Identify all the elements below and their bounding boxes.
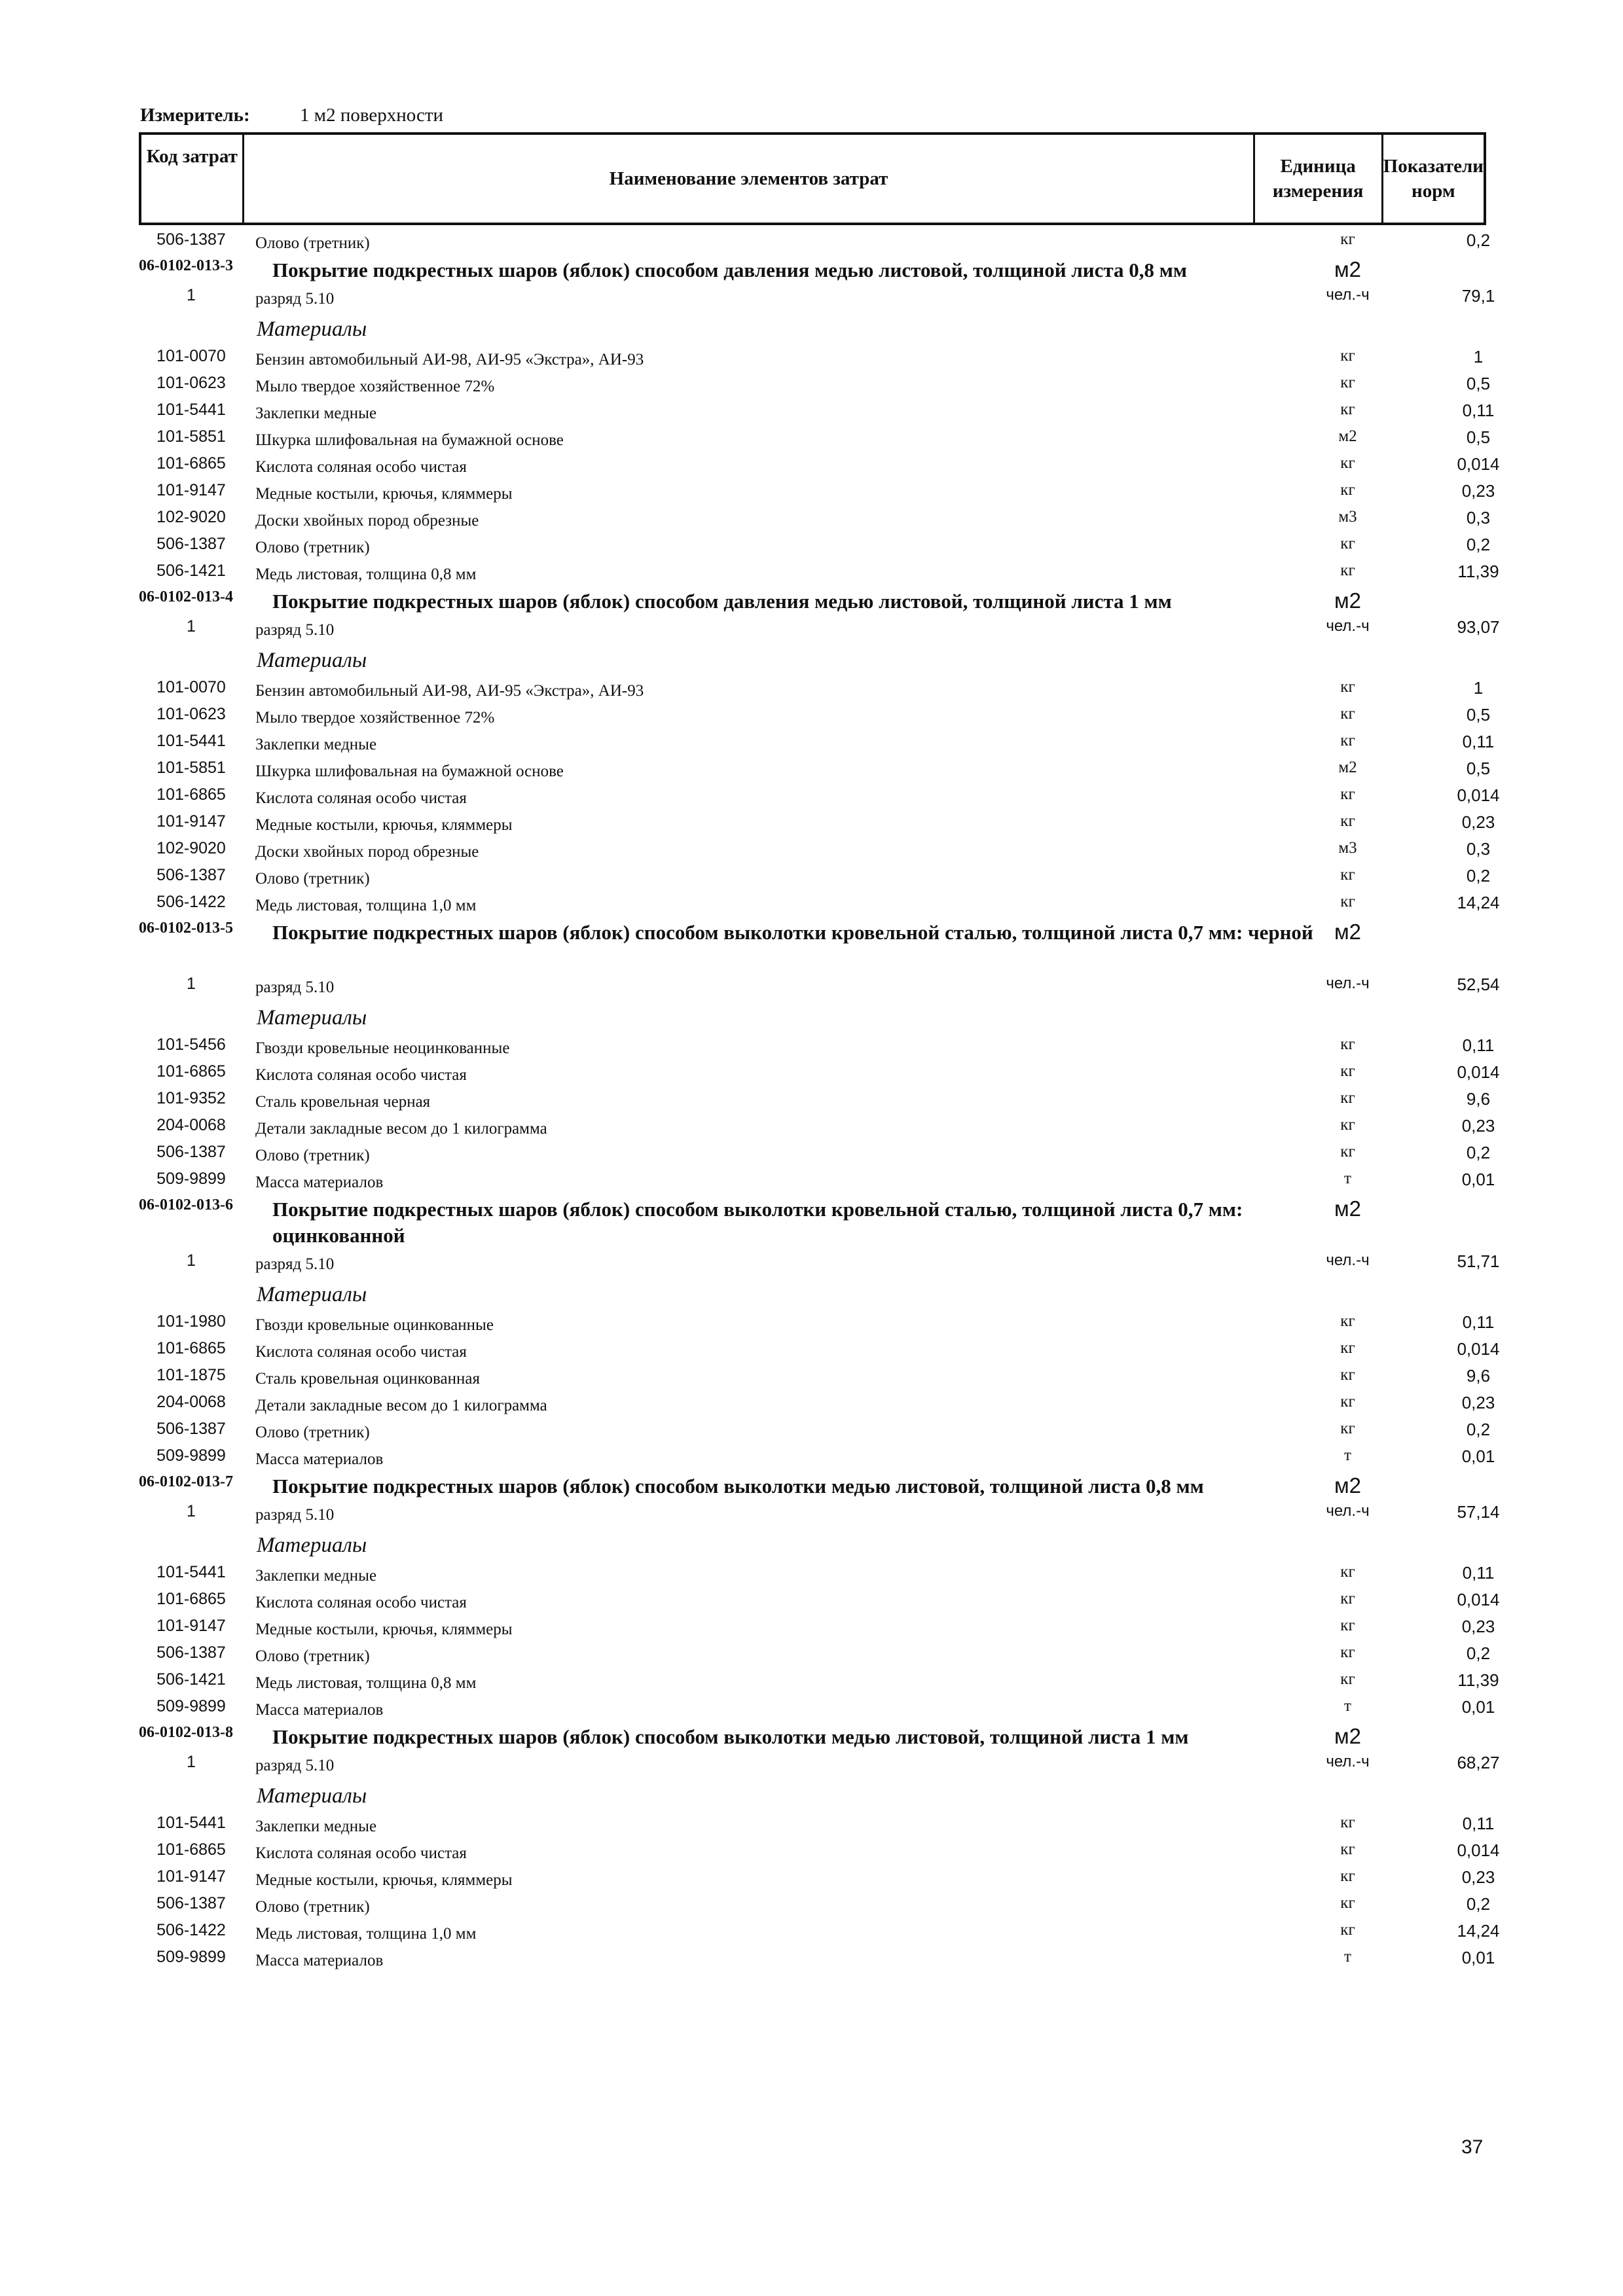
cost-name: Материалы xyxy=(257,649,367,672)
cost-name: разряд 5.10 xyxy=(255,621,335,639)
cost-name: Медные костыли, крючья, кляммеры xyxy=(255,1621,513,1638)
cost-unit: кг xyxy=(1340,481,1355,499)
cost-code: 101-9352 xyxy=(156,1089,226,1107)
header-name: Наименование элементов затрат xyxy=(244,135,1254,223)
cost-code: 102-9020 xyxy=(156,839,226,857)
header-value: Показатели норм xyxy=(1383,156,1484,202)
cost-unit: кг xyxy=(1340,1617,1355,1634)
cost-unit: кг xyxy=(1340,1393,1355,1410)
cost-code: 101-6865 xyxy=(156,1339,226,1357)
cost-name: Масса материалов xyxy=(255,1174,384,1191)
cost-unit: м2 xyxy=(1334,920,1362,944)
cost-code: 506-1387 xyxy=(156,1643,226,1662)
cost-code: 101-9147 xyxy=(156,481,226,499)
cost-name: Кислота соляная особо чистая xyxy=(255,1844,467,1862)
cost-value: 0,014 xyxy=(1457,1840,1500,1860)
cost-name: Медные костыли, крючья, кляммеры xyxy=(255,485,513,503)
cost-name: Покрытие подкрестных шаров (яблок) способом выколотки кровельной сталью, толщиной листа 0,7 мм: черной xyxy=(272,921,1313,944)
cost-code: 101-6865 xyxy=(156,1840,226,1859)
cost-code: 101-0070 xyxy=(156,347,226,365)
cost-name: Олово (третник) xyxy=(255,1424,370,1441)
cost-name: Бензин автомобильный АИ-98, АИ-95 «Экстра», АИ-93 xyxy=(255,351,644,368)
cost-value: 11,39 xyxy=(1457,1670,1499,1690)
cost-code: 06-0102-013-5 xyxy=(139,920,233,937)
cost-name: разряд 5.10 xyxy=(255,1757,335,1774)
cost-name: Медные костыли, крючья, кляммеры xyxy=(255,1871,513,1889)
cost-name: Олово (третник) xyxy=(255,870,370,888)
cost-value: 0,2 xyxy=(1466,1894,1491,1914)
cost-name: Сталь кровельная черная xyxy=(255,1093,431,1111)
cost-value: 0,01 xyxy=(1461,1446,1495,1466)
cost-name: Детали закладные весом до 1 килограмма xyxy=(255,1120,547,1138)
cost-code: 101-5441 xyxy=(156,401,226,419)
cost-code: 101-5441 xyxy=(156,732,226,750)
cost-value: 0,11 xyxy=(1462,1312,1495,1332)
cost-code: 1 xyxy=(187,1251,196,1270)
cost-value: 0,23 xyxy=(1461,1116,1495,1136)
cost-name: Олово (третник) xyxy=(255,539,370,556)
cost-value: 0,014 xyxy=(1457,1062,1500,1082)
cost-unit: кг xyxy=(1340,678,1355,696)
cost-code: 506-1421 xyxy=(156,562,226,580)
cost-name: Заклепки медные xyxy=(255,404,377,422)
cost-value: 0,2 xyxy=(1466,535,1491,554)
cost-value: 11,39 xyxy=(1457,562,1499,581)
header-code: Код затрат xyxy=(141,135,244,223)
cost-name: Детали закладные весом до 1 килограмма xyxy=(255,1397,547,1414)
cost-code: 1 xyxy=(187,286,196,304)
cost-code: 101-1980 xyxy=(156,1312,226,1331)
measure-label: Измеритель: xyxy=(140,105,250,126)
cost-value: 0,3 xyxy=(1466,508,1491,528)
cost-name: Шкурка шлифовальная на бумажной основе xyxy=(255,431,564,449)
cost-code: 101-1875 xyxy=(156,1366,226,1384)
cost-name: Сталь кровельная оцинкованная xyxy=(255,1370,480,1388)
cost-unit: кг xyxy=(1340,1894,1355,1912)
cost-value: 0,2 xyxy=(1466,230,1491,250)
cost-name: разряд 5.10 xyxy=(255,290,335,308)
cost-value: 57,14 xyxy=(1457,1502,1500,1522)
cost-name: Гвозди кровельные неоцинкованные xyxy=(255,1039,510,1057)
cost-value: 0,5 xyxy=(1466,427,1491,447)
cost-code: 506-1387 xyxy=(156,1420,226,1438)
cost-name: Заклепки медные xyxy=(255,736,377,753)
cost-value: 0,014 xyxy=(1457,1590,1500,1609)
cost-value: 0,014 xyxy=(1457,1339,1500,1359)
cost-value: 0,11 xyxy=(1462,401,1495,420)
cost-unit: м2 xyxy=(1334,257,1362,281)
cost-name: Медь листовая, толщина 0,8 мм xyxy=(255,1674,477,1692)
cost-name: разряд 5.10 xyxy=(255,978,335,996)
cost-unit: т xyxy=(1344,1170,1351,1187)
cost-code: 506-1422 xyxy=(156,1921,226,1939)
cost-unit: кг xyxy=(1340,866,1355,884)
cost-unit: кг xyxy=(1340,1814,1355,1831)
cost-code: 101-5456 xyxy=(156,1035,226,1054)
cost-unit: м2 xyxy=(1338,427,1357,445)
cost-value: 0,2 xyxy=(1466,1643,1491,1663)
cost-name: Бензин автомобильный АИ-98, АИ-95 «Экстра», АИ-93 xyxy=(255,682,644,700)
cost-value: 0,5 xyxy=(1466,374,1491,393)
cost-value: 0,2 xyxy=(1466,1420,1491,1439)
cost-value: 0,014 xyxy=(1457,785,1500,805)
cost-value: 9,6 xyxy=(1466,1366,1491,1386)
cost-code: 1 xyxy=(187,617,196,636)
cost-name: Мыло твердое хозяйственное 72% xyxy=(255,709,495,726)
cost-unit: м2 xyxy=(1334,1196,1362,1221)
cost-value: 0,3 xyxy=(1466,839,1491,859)
cost-name: Заклепки медные xyxy=(255,1818,377,1835)
cost-unit: м3 xyxy=(1338,839,1357,857)
cost-unit: чел.-ч xyxy=(1326,975,1370,992)
cost-code: 101-5441 xyxy=(156,1563,226,1581)
cost-code: 102-9020 xyxy=(156,508,226,526)
cost-code: 506-1422 xyxy=(156,893,226,911)
cost-value: 9,6 xyxy=(1466,1089,1491,1109)
cost-code: 509-9899 xyxy=(156,1170,226,1188)
cost-code: 101-5851 xyxy=(156,759,226,777)
cost-value: 14,24 xyxy=(1457,1921,1500,1941)
cost-unit: кг xyxy=(1340,454,1355,472)
cost-value: 0,11 xyxy=(1462,1814,1495,1833)
cost-value: 14,24 xyxy=(1457,893,1500,912)
cost-value: 52,54 xyxy=(1457,975,1500,994)
cost-value: 68,27 xyxy=(1457,1753,1500,1772)
cost-value: 0,2 xyxy=(1466,866,1491,886)
cost-unit: кг xyxy=(1340,1089,1355,1107)
cost-code: 506-1421 xyxy=(156,1670,226,1689)
cost-name: Покрытие подкрестных шаров (яблок) способом давления медью листовой, толщиной листа 0,8 мм xyxy=(272,259,1187,281)
cost-unit: кг xyxy=(1340,812,1355,830)
cost-code: 101-0623 xyxy=(156,374,226,392)
cost-code: 101-0070 xyxy=(156,678,226,696)
cost-name: Олово (третник) xyxy=(255,1647,370,1665)
cost-code: 06-0102-013-6 xyxy=(139,1196,233,1213)
cost-unit: кг xyxy=(1340,1921,1355,1939)
cost-unit: кг xyxy=(1340,1143,1355,1160)
cost-unit: кг xyxy=(1340,1590,1355,1607)
cost-code: 101-9147 xyxy=(156,812,226,831)
cost-unit: кг xyxy=(1340,347,1355,365)
cost-unit: кг xyxy=(1340,1563,1355,1581)
cost-name: Медные костыли, крючья, кляммеры xyxy=(255,816,513,834)
cost-unit: чел.-ч xyxy=(1326,286,1370,304)
cost-value: 0,11 xyxy=(1462,732,1495,751)
cost-unit: кг xyxy=(1340,1643,1355,1661)
cost-unit: кг xyxy=(1340,1312,1355,1330)
cost-name: Покрытие подкрестных шаров (яблок) способом выколотки медью листовой, толщиной листа 0,8 мм xyxy=(272,1475,1204,1498)
cost-value: 0,5 xyxy=(1466,759,1491,778)
cost-unit: кг xyxy=(1340,785,1355,803)
cost-code: 101-0623 xyxy=(156,705,226,723)
cost-name: Покрытие подкрестных шаров (яблок) способом давления медью листовой, толщиной листа 1 мм xyxy=(272,590,1172,613)
cost-unit: кг xyxy=(1340,1840,1355,1858)
cost-unit: м2 xyxy=(1334,1724,1362,1748)
cost-code: 101-5851 xyxy=(156,427,226,446)
cost-value: 0,23 xyxy=(1461,1867,1495,1887)
cost-code: 101-6865 xyxy=(156,785,226,804)
cost-code: 101-6865 xyxy=(156,1062,226,1081)
cost-code: 101-9147 xyxy=(156,1617,226,1635)
cost-value: 0,11 xyxy=(1462,1035,1495,1055)
cost-name: Покрытие подкрестных шаров (яблок) способом выколотки медью листовой, толщиной листа 1 мм xyxy=(272,1725,1189,1748)
cost-unit: м2 xyxy=(1338,759,1357,776)
cost-unit: кг xyxy=(1340,1867,1355,1885)
cost-unit: кг xyxy=(1340,893,1355,910)
cost-name: Олово (третник) xyxy=(255,1147,370,1164)
cost-name: разряд 5.10 xyxy=(255,1506,335,1524)
cost-unit: т xyxy=(1344,1948,1351,1965)
cost-value: 0,23 xyxy=(1461,1617,1495,1636)
cost-name: Масса материалов xyxy=(255,1701,384,1719)
table-header xyxy=(139,132,1486,225)
cost-unit: кг xyxy=(1340,705,1355,723)
cost-unit: м2 xyxy=(1334,588,1362,613)
cost-code: 204-0068 xyxy=(156,1393,226,1411)
cost-value: 0,01 xyxy=(1461,1170,1495,1189)
cost-code: 204-0068 xyxy=(156,1116,226,1134)
cost-unit: кг xyxy=(1340,1366,1355,1384)
cost-name: Покрытие подкрестных шаров (яблок) способом выколотки кровельной сталью, толщиной листа 0,7 мм: оцинкованной xyxy=(272,1198,1243,1247)
measure-value: 1 м2 поверхности xyxy=(300,105,444,126)
cost-code: 506-1387 xyxy=(156,535,226,553)
cost-code: 506-1387 xyxy=(156,230,226,249)
cost-value: 0,5 xyxy=(1466,705,1491,725)
cost-value: 0,01 xyxy=(1461,1697,1495,1717)
cost-value: 0,23 xyxy=(1461,812,1495,832)
cost-name: Кислота соляная особо чистая xyxy=(255,458,467,476)
cost-value: 0,01 xyxy=(1461,1948,1495,1967)
cost-unit: кг xyxy=(1340,230,1355,248)
cost-unit: кг xyxy=(1340,562,1355,579)
cost-name: Заклепки медные xyxy=(255,1567,377,1585)
cost-unit: кг xyxy=(1340,401,1355,418)
cost-name: Материалы xyxy=(257,1534,367,1557)
cost-unit: кг xyxy=(1340,1116,1355,1134)
cost-code: 509-9899 xyxy=(156,1697,226,1715)
cost-unit: кг xyxy=(1340,1062,1355,1080)
cost-value: 0,014 xyxy=(1457,454,1500,474)
cost-code: 101-6865 xyxy=(156,1590,226,1608)
cost-unit: чел.-ч xyxy=(1326,617,1370,635)
cost-name: Олово (третник) xyxy=(255,1898,370,1916)
cost-name: Масса материалов xyxy=(255,1952,384,1969)
cost-code: 506-1387 xyxy=(156,866,226,884)
cost-name: Материалы xyxy=(257,1283,367,1306)
cost-name: Кислота соляная особо чистая xyxy=(255,1343,467,1361)
cost-unit: кг xyxy=(1340,732,1355,749)
cost-name: Материалы xyxy=(257,317,367,341)
cost-name: Медь листовая, толщина 1,0 мм xyxy=(255,1925,477,1943)
cost-name: Медь листовая, толщина 0,8 мм xyxy=(255,565,477,583)
cost-value: 0,23 xyxy=(1461,1393,1495,1412)
cost-value: 0,23 xyxy=(1461,481,1495,501)
cost-unit: т xyxy=(1344,1446,1351,1464)
cost-name: Мыло твердое хозяйственное 72% xyxy=(255,378,495,395)
cost-value: 79,1 xyxy=(1461,286,1495,306)
measure-line xyxy=(140,105,444,126)
cost-code: 1 xyxy=(187,1753,196,1771)
cost-code: 1 xyxy=(187,975,196,993)
cost-code: 101-5441 xyxy=(156,1814,226,1832)
cost-value: 1 xyxy=(1473,678,1484,698)
cost-unit: м2 xyxy=(1334,1473,1362,1498)
cost-code: 06-0102-013-7 xyxy=(139,1473,233,1490)
cost-name: Гвозди кровельные оцинкованные xyxy=(255,1316,494,1334)
cost-unit: чел.-ч xyxy=(1326,1502,1370,1520)
cost-code: 506-1387 xyxy=(156,1143,226,1161)
cost-name: Шкурка шлифовальная на бумажной основе xyxy=(255,762,564,780)
cost-unit: кг xyxy=(1340,374,1355,391)
cost-unit: т xyxy=(1344,1697,1351,1715)
cost-unit: кг xyxy=(1340,535,1355,552)
cost-code: 06-0102-013-3 xyxy=(139,257,233,274)
cost-unit: чел.-ч xyxy=(1326,1251,1370,1269)
cost-name: Масса материалов xyxy=(255,1450,384,1468)
cost-code: 101-9147 xyxy=(156,1867,226,1886)
cost-unit: кг xyxy=(1340,1420,1355,1437)
cost-code: 506-1387 xyxy=(156,1894,226,1912)
cost-code: 06-0102-013-8 xyxy=(139,1724,233,1741)
header-unit: Единица измерения xyxy=(1255,135,1383,223)
cost-code: 06-0102-013-4 xyxy=(139,588,233,605)
cost-value: 0,11 xyxy=(1462,1563,1495,1583)
cost-code: 509-9899 xyxy=(156,1446,226,1465)
cost-name: Материалы xyxy=(257,1784,367,1808)
cost-name: Доски хвойных пород обрезные xyxy=(255,512,479,529)
cost-name: Кислота соляная особо чистая xyxy=(255,789,467,807)
cost-name: Доски хвойных пород обрезные xyxy=(255,843,479,861)
cost-unit: кг xyxy=(1340,1035,1355,1053)
cost-name: Материалы xyxy=(257,1006,367,1030)
cost-code: 509-9899 xyxy=(156,1948,226,1966)
cost-name: Медь листовая, толщина 1,0 мм xyxy=(255,897,477,914)
cost-name: Олово (третник) xyxy=(255,234,370,252)
cost-unit: м3 xyxy=(1338,508,1357,526)
cost-value: 93,07 xyxy=(1457,617,1500,637)
cost-value: 1 xyxy=(1473,347,1484,367)
page-number: 37 xyxy=(1461,2136,1484,2158)
cost-unit: кг xyxy=(1340,1339,1355,1357)
cost-name: Кислота соляная особо чистая xyxy=(255,1066,467,1084)
cost-name: Кислота соляная особо чистая xyxy=(255,1594,467,1611)
cost-unit: кг xyxy=(1340,1670,1355,1688)
cost-name: разряд 5.10 xyxy=(255,1255,335,1273)
cost-unit: чел.-ч xyxy=(1326,1753,1370,1770)
cost-code: 1 xyxy=(187,1502,196,1520)
cost-code: 101-6865 xyxy=(156,454,226,473)
cost-value: 51,71 xyxy=(1457,1251,1500,1271)
cost-value: 0,2 xyxy=(1466,1143,1491,1162)
